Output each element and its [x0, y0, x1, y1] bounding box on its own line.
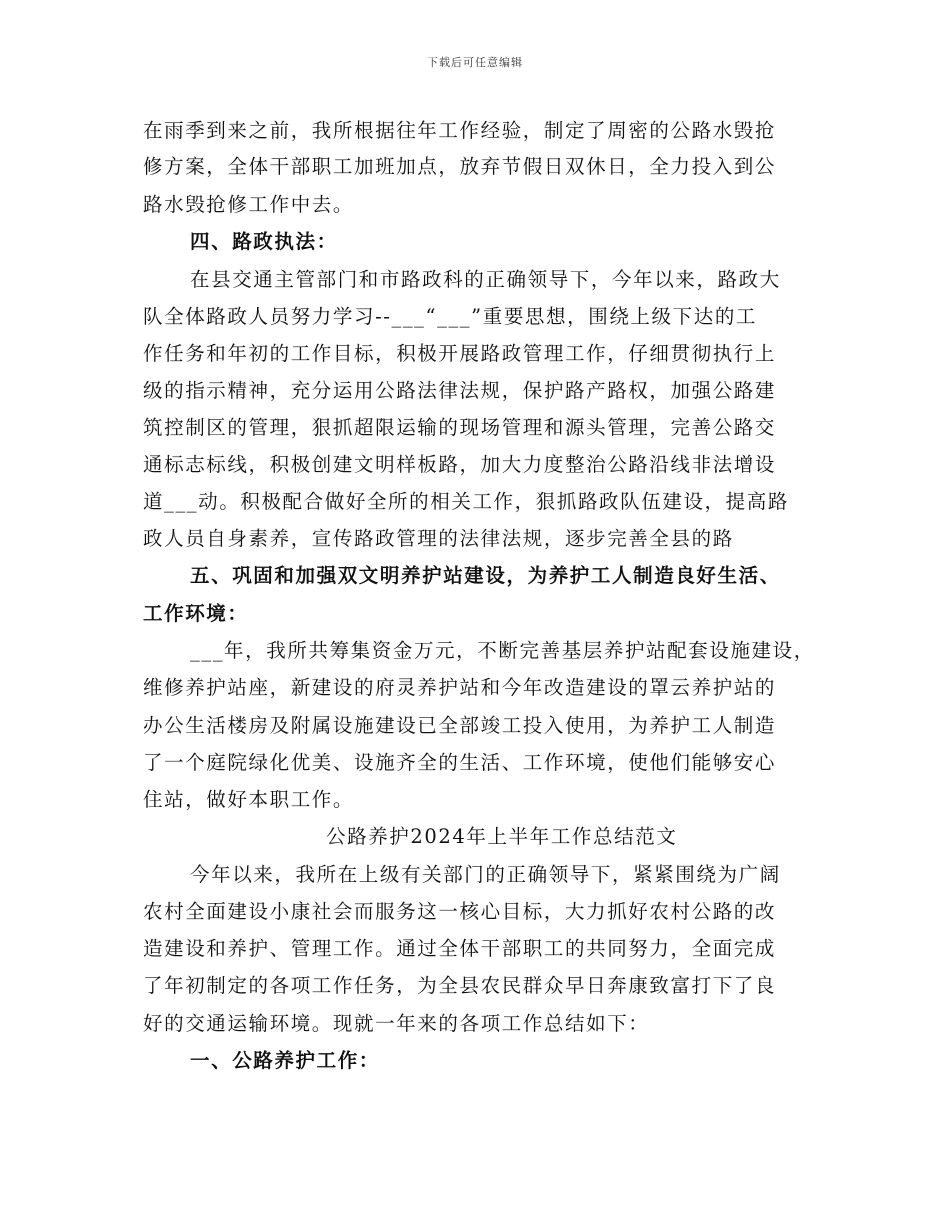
text-line: 好的交通运输环境。现就一年来的各项工作总结如下：	[143, 1012, 650, 1035]
section-heading: 五、巩固和加强双文明养护站建设，为养护工人制造良好生活、	[190, 564, 781, 587]
text-line: 筑控制区的管理，狠抓超限运输的现场管理和源头管理，完善公路交	[143, 416, 777, 439]
text-line: 在雨季到来之前，我所根据往年工作经验，制定了周密的公路水毁抢	[143, 119, 777, 142]
text-line: 农村全面建设小康社会而服务这一核心目标，大力抓好农村公路的改	[143, 900, 777, 923]
page-header: 下载后可任意编辑	[427, 56, 523, 69]
text-line: 公路养护2024年上半年工作总结范文	[326, 825, 678, 848]
section-heading: 一、公路养护工作：	[190, 1049, 380, 1072]
text-line: 道___动。积极配合做好全所的相关工作，狠抓路政队伍建设，提高路	[143, 490, 789, 513]
text-line: 路水毁抢修工作中去。	[143, 193, 355, 216]
text-line: 了一个庭院绿化优美、设施齐全的生活、工作环境，使他们能够安心	[143, 751, 777, 774]
text-line: 办公生活楼房及附属设施建设已全部竣工投入使用，为养护工人制造	[143, 714, 777, 737]
text-line: ___年，我所共筹集资金万元，不断完善基层养护站配套设施建设，	[190, 639, 815, 662]
text-line: 队全体路政人员努力学习--___“___”重要思想，围绕上级下达的工	[143, 305, 758, 328]
text-line: 住站，做好本职工作。	[143, 788, 355, 811]
section-heading: 工作环境：	[143, 602, 249, 625]
text-line: 今年以来，我所在上级有关部门的正确领导下，紧紧围绕为广阔	[190, 863, 781, 886]
text-line: 作任务和年初的工作目标，积极开展路政管理工作，仔细贯彻执行上	[143, 342, 777, 365]
text-line: 通标志标线，积极创建文明样板路，加大力度整治公路沿线非法增设	[143, 453, 777, 476]
text-line: 政人员自身素养，宣传路政管理的法律法规，逐步完善全县的路	[143, 527, 734, 550]
section-heading: 四、路政执法：	[190, 230, 338, 253]
text-line: 级的指示精神，充分运用公路法律法规，保护路产路权，加强公路建	[143, 379, 777, 402]
text-line: 造建设和养护、管理工作。通过全体干部职工的共同努力，全面完成	[143, 937, 777, 960]
text-line: 维修养护站座，新建设的府灵养护站和今年改造建设的罩云养护站的	[143, 676, 777, 699]
text-line: 在县交通主管部门和市路政科的正确领导下，今年以来，路政大	[190, 268, 781, 291]
text-line: 了年初制定的各项工作任务，为全县农民群众早日奔康致富打下了良	[143, 974, 777, 997]
text-line: 修方案，全体干部职工加班加点，放弃节假日双休日，全力投入到公	[143, 155, 777, 178]
